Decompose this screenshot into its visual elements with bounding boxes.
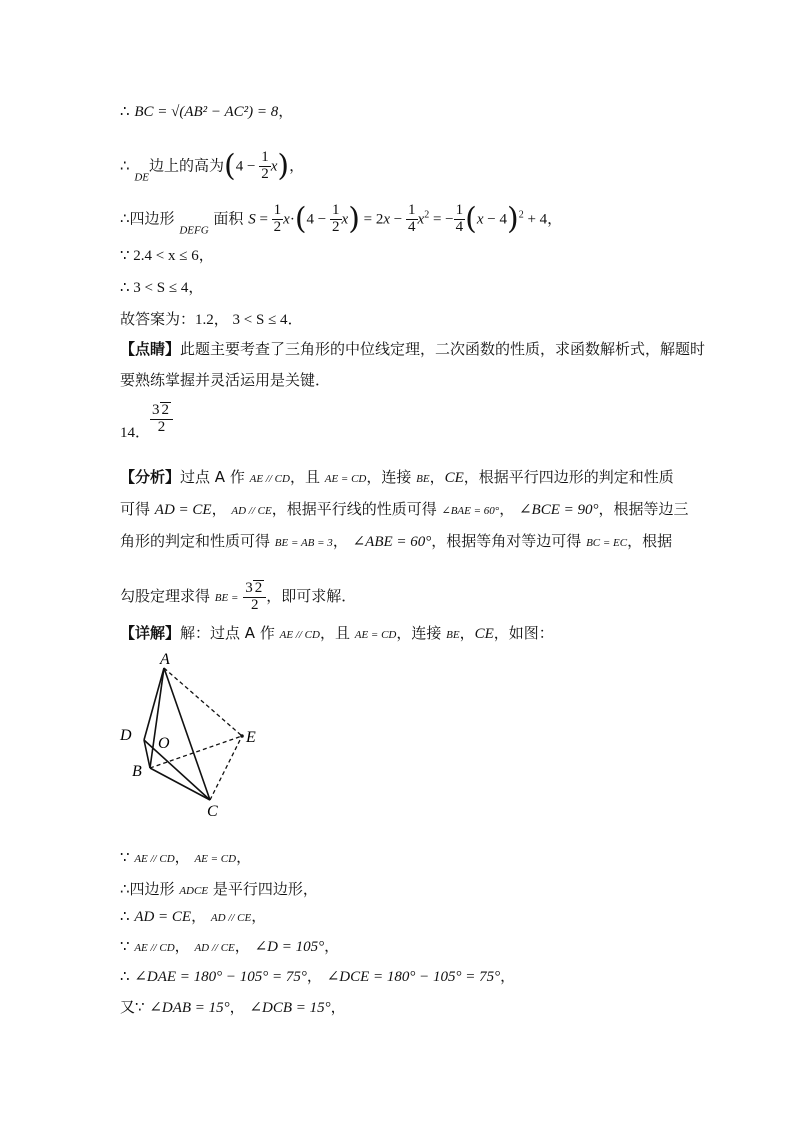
label-d: D (120, 727, 132, 744)
text: ，根据 (627, 532, 673, 550)
math: AD // CE (194, 942, 235, 954)
math: ∠DAE = 180° − 105° = 75° (134, 969, 307, 985)
text: ， (174, 848, 195, 866)
punct: ． (287, 310, 303, 328)
label-a: A (160, 651, 170, 668)
text: 是平行四边形， (208, 880, 318, 898)
text: ， (429, 468, 445, 486)
math: BE = AB = 3 (274, 537, 333, 549)
text-height: 边上的高为 (148, 156, 224, 175)
text: ， (330, 998, 346, 1016)
label-o: O (158, 735, 170, 752)
math: AE = CD (354, 629, 397, 641)
math: AD = CE (134, 909, 192, 925)
tag-analysis: 【分析】 (120, 468, 181, 486)
quad-defg: DEFG (179, 224, 209, 237)
step-2 (120, 878, 318, 902)
segment-de: DE (134, 171, 149, 184)
segment-ad (144, 668, 164, 740)
math: BE = (214, 591, 239, 604)
line-analysis-4: 勾股定理求得 BE = $\frac{3 2}{2}$ ，即可求解． (120, 580, 357, 613)
math: BE (446, 629, 460, 641)
line-comment-2: 要熟练掌握并灵活运用是关键． (120, 371, 331, 389)
math: AD = CE (154, 502, 212, 518)
text: ， (229, 998, 250, 1016)
text: 可得 (120, 500, 155, 518)
line-range-s: ∴ 3 < S ≤ 4， (120, 280, 204, 296)
line-analysis-2 (120, 498, 689, 522)
text: ， (234, 937, 255, 955)
text: ，且 (319, 624, 355, 642)
math: AE = CD (324, 473, 367, 485)
because-symbol: ∵ (120, 848, 135, 866)
text: ，连接 (396, 624, 447, 642)
text: 勾股定理求得 (120, 586, 215, 605)
text: ， (174, 937, 195, 955)
step-4 (120, 935, 339, 959)
punct: ， (278, 102, 294, 120)
formula-bc: BC = √(AB² − AC²) = 8 (134, 104, 279, 120)
line-comment (120, 338, 705, 360)
therefore-symbol: ∴ (120, 102, 135, 120)
math: AE = CD (194, 853, 237, 865)
math: BE (416, 473, 430, 485)
answer-values: 1.2， 3 < S ≤ 4 (195, 312, 288, 328)
math: ∠BCE = 90° (518, 502, 599, 518)
math: ∠DCB = 15° (249, 1000, 331, 1016)
line-answer (120, 308, 303, 331)
math: AE // CD (249, 473, 290, 485)
step-3 (120, 905, 266, 929)
text: ， (332, 532, 353, 550)
text: ， (191, 907, 211, 925)
math: CE (444, 470, 464, 486)
math: AD // CE (231, 505, 272, 517)
text: ∴四边形 (120, 880, 180, 898)
line-height-de: ∴ $_{DE}$边上的高为(4 − $\frac{1}{2}$ x)， (120, 148, 305, 184)
step-1 (120, 846, 251, 870)
text: ，根据平行四边形的判定和性质 (463, 468, 674, 486)
because-symbol: ∵ (120, 937, 135, 955)
math: AE // CD (134, 853, 175, 865)
answer-fraction: $\frac{3 2}{2}$ (150, 402, 173, 436)
text: ， (499, 500, 519, 518)
math: ∠ABE = 60° (352, 534, 432, 550)
punct: ， (289, 156, 305, 175)
text: ，根据等角对等边可得 (431, 532, 587, 550)
frac-half: $\frac{1}{2}$ (261, 149, 269, 182)
text: ， (459, 624, 475, 642)
math: BC = EC (586, 537, 628, 549)
therefore-symbol: ∴ (120, 967, 135, 985)
geometry-figure (112, 648, 272, 820)
text: ， (324, 937, 340, 955)
segment-ce (210, 736, 242, 800)
text-quad: ∴四边形 (120, 209, 180, 228)
math: CE (474, 626, 494, 642)
q14-answer (120, 402, 173, 444)
text: ， (211, 500, 232, 518)
line-analysis-1 (120, 466, 674, 490)
math: ∠BAE = 60° (441, 505, 500, 517)
text: 过点 A 作 (180, 468, 250, 486)
text: 角形的判定和性质可得 (120, 532, 275, 550)
text: ，连接 (366, 468, 417, 486)
math: ∠D = 105° (254, 939, 325, 955)
question-number: 14． (120, 424, 151, 441)
math: ∠DAB = 15° (149, 1000, 230, 1016)
text: ，即可求解． (266, 586, 357, 605)
line-detail-1 (120, 622, 554, 646)
line-area-defg: ∴四边形 $_{DEFG}$ 面积 S = $\frac{1}{2}$ x·(4 − $\frac{1}{2}$ x) = 2x − $\frac{1}{4}$ $x^2$ = − $\frac{1}{4}$ $(x - 4)^2 + 4$， (120, 201, 563, 237)
math: ∠DCE = 180° − 105° = 75° (326, 969, 501, 985)
tag-comment: 【点睛】 (120, 340, 181, 358)
text: ， (251, 907, 267, 925)
step-5 (120, 965, 515, 988)
comment-text: 此题主要考查了三角形的中位线定理，二次函数的性质，求函数解析式，解题时 (180, 340, 706, 358)
text: ， (500, 967, 516, 985)
math: AE // CD (279, 629, 320, 641)
text-answer: 故答案为： (120, 310, 196, 328)
text: ， (306, 967, 327, 985)
therefore-symbol: ∴ (120, 907, 135, 925)
text: ，根据平行线的性质可得 (271, 500, 442, 518)
text: 解：过点 A 作 (180, 624, 280, 642)
tag-detail: 【详解】 (120, 624, 181, 642)
text-area: 面积 (208, 209, 249, 228)
text: ，如图： (493, 624, 554, 642)
label-b: B (132, 763, 142, 780)
text: ，且 (289, 468, 325, 486)
line-analysis-3 (120, 530, 672, 554)
label-c: C (207, 803, 218, 820)
math: AD // CE (210, 912, 252, 924)
step-6 (120, 996, 346, 1019)
line-bc (120, 100, 293, 123)
segment-ab (150, 668, 164, 768)
text: ，根据等边三 (598, 500, 689, 518)
math: ADCE (179, 885, 209, 897)
text: ， (236, 848, 252, 866)
line-range-x: ∵ 2.4 < x ≤ 6， (120, 248, 214, 264)
punct: ， (547, 209, 563, 228)
math: AE // CD (134, 942, 175, 954)
label-e: E (246, 729, 256, 746)
text: 又∵ (120, 998, 150, 1016)
therefore-symbol: ∴ (120, 156, 135, 175)
